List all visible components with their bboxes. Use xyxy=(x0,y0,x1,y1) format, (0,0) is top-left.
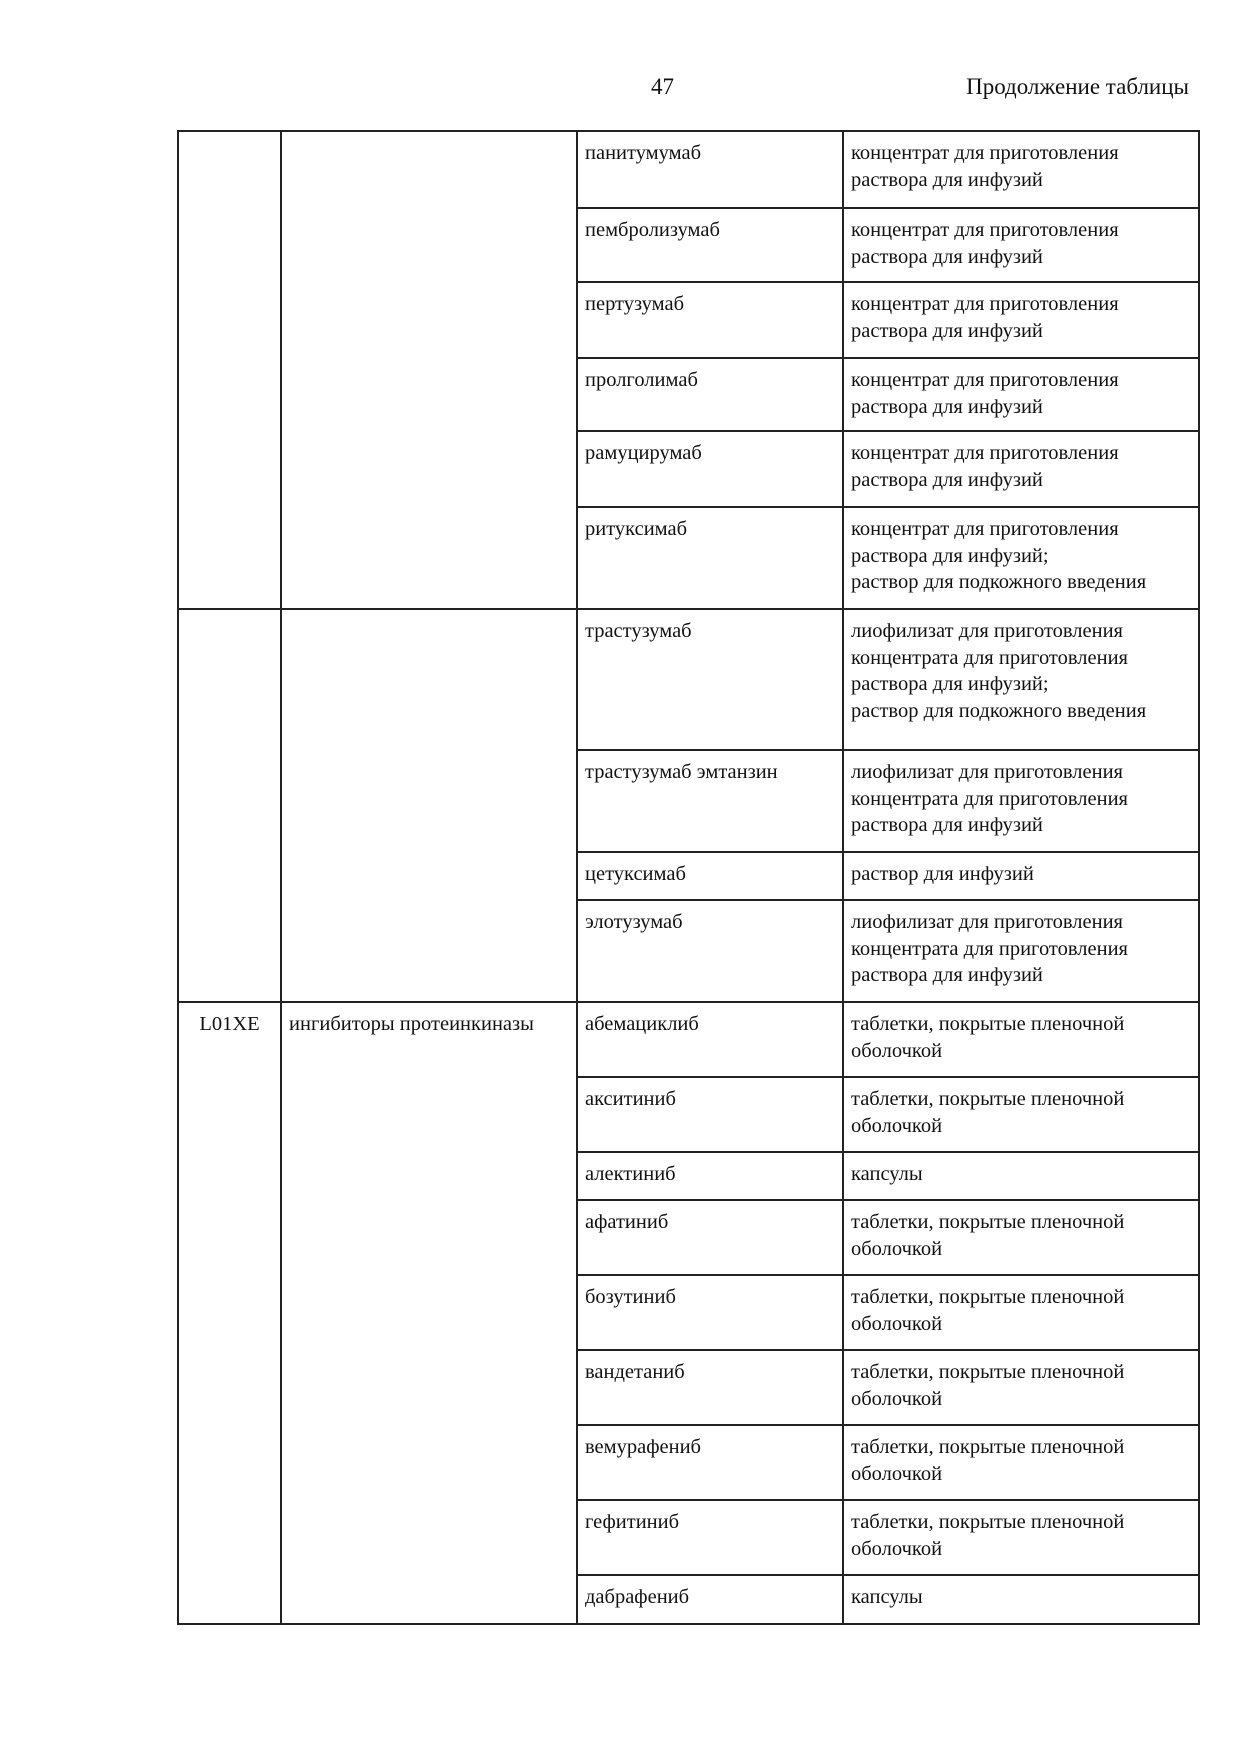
group-name-cell: ингибиторы протеинкиназы xyxy=(281,1002,577,1624)
dosage-form-line: раствор для инфузий xyxy=(851,863,1034,885)
atc-code-cell xyxy=(178,609,281,1002)
dosage-form-cell xyxy=(843,900,1199,1002)
dosage-form-cell xyxy=(843,1425,1199,1500)
dosage-form-line: лиофилизат для приготовления xyxy=(851,761,1123,783)
dosage-form-line: концентрата для приготовления xyxy=(851,646,1128,669)
dosage-form-line: лиофилизат для приготовления xyxy=(851,620,1123,642)
dosage-form-line: концентрата для приготовления xyxy=(851,937,1128,960)
dosage-form-cell xyxy=(843,431,1199,507)
drug-name-cell: пембролизумаб xyxy=(577,208,843,282)
atc-code-cell xyxy=(178,131,281,609)
drug-name-cell: афатиниб xyxy=(577,1200,843,1275)
dosage-form-line: раствора для инфузий xyxy=(851,395,1043,418)
drug-name-cell: элотузумаб xyxy=(577,900,843,1002)
dosage-form-cell xyxy=(843,1275,1199,1350)
dosage-form-line: оболочкой xyxy=(851,1114,943,1137)
dosage-form-line: концентрат для приготовления xyxy=(851,219,1119,241)
dosage-form-line: оболочкой xyxy=(851,1387,943,1410)
atc-code-cell: L01XE xyxy=(178,1002,281,1624)
dosage-form-line: концентрат для приготовления xyxy=(851,369,1119,391)
dosage-form-line: раствора для инфузий xyxy=(851,814,1043,836)
dosage-form-cell xyxy=(843,852,1199,900)
drug-name-cell: трастузумаб xyxy=(577,609,843,750)
dosage-form-line: оболочкой xyxy=(851,1312,943,1335)
dosage-form-line: раствора для инфузий; xyxy=(851,673,1049,695)
group-name-cell xyxy=(281,609,577,1002)
dosage-form-cell xyxy=(843,131,1199,208)
dosage-form-cell xyxy=(843,282,1199,358)
dosage-form-line: раствора для инфузий xyxy=(851,468,1043,491)
dosage-form-line: таблетки, покрытые пленочной xyxy=(851,1211,1125,1233)
drug-name-cell: абемациклиб xyxy=(577,1002,843,1077)
dosage-form-line: раствора для инфузий xyxy=(851,319,1043,342)
drug-name-cell: пролголимаб xyxy=(577,358,843,431)
dosage-form-line: концентрат для приготовления xyxy=(851,518,1119,540)
drug-name-cell: трастузумаб эмтанзин xyxy=(577,750,843,852)
drug-name-cell: вемурафениб xyxy=(577,1425,843,1500)
dosage-form-cell xyxy=(843,507,1199,609)
drug-name-cell: пертузумаб xyxy=(577,282,843,358)
dosage-form-cell xyxy=(843,1350,1199,1425)
dosage-form-line: раствора для инфузий xyxy=(851,964,1043,986)
drug-name-cell: акситиниб xyxy=(577,1077,843,1152)
group-name-cell xyxy=(281,131,577,609)
drug-table xyxy=(177,130,1200,1625)
dosage-form-line: концентрат для приготовления xyxy=(851,293,1119,315)
dosage-form-line: раствор для подкожного введения xyxy=(851,571,1147,593)
dosage-form-line: концентрата для приготовления xyxy=(851,787,1128,810)
dosage-form-line: оболочкой xyxy=(851,1237,943,1260)
dosage-form-cell xyxy=(843,1200,1199,1275)
dosage-form-cell xyxy=(843,1152,1199,1200)
dosage-form-cell xyxy=(843,609,1199,750)
dosage-form-cell xyxy=(843,1500,1199,1575)
drug-name-cell: цетуксимаб xyxy=(577,852,843,900)
dosage-form-line: оболочкой xyxy=(851,1537,943,1560)
dosage-form-cell xyxy=(843,1077,1199,1152)
dosage-form-line: лиофилизат для приготовления xyxy=(851,911,1123,933)
dosage-form-line: таблетки, покрытые пленочной xyxy=(851,1013,1125,1035)
dosage-form-line: таблетки, покрытые пленочной xyxy=(851,1361,1125,1383)
dosage-form-cell xyxy=(843,750,1199,852)
drug-name-cell: вандетаниб xyxy=(577,1350,843,1425)
drug-name-cell: алектиниб xyxy=(577,1152,843,1200)
dosage-form-line: раствора для инфузий xyxy=(851,245,1043,268)
drug-name-cell: дабрафениб xyxy=(577,1575,843,1624)
dosage-form-line: оболочкой xyxy=(851,1039,943,1062)
dosage-form-line: раствора для инфузий; xyxy=(851,544,1049,567)
table-row xyxy=(178,609,1199,750)
dosage-form-cell xyxy=(843,1575,1199,1624)
dosage-form-line: капсулы xyxy=(851,1163,923,1185)
dosage-form-line: оболочкой xyxy=(851,1462,943,1485)
dosage-form-cell xyxy=(843,358,1199,431)
dosage-form-line: таблетки, покрытые пленочной xyxy=(851,1511,1125,1533)
dosage-form-cell xyxy=(843,208,1199,282)
table-row xyxy=(178,1002,1199,1077)
dosage-form-line: таблетки, покрытые пленочной xyxy=(851,1436,1125,1458)
drug-name-cell: бозутиниб xyxy=(577,1275,843,1350)
table-row xyxy=(178,131,1199,208)
drug-name-cell: панитумумаб xyxy=(577,131,843,208)
table-continuation-label: Продолжение таблицы xyxy=(966,74,1189,99)
page-number: 47 xyxy=(651,74,674,99)
dosage-form-line: раствора для инфузий xyxy=(851,168,1043,191)
drug-name-cell: ритуксимаб xyxy=(577,507,843,609)
drug-name-cell: гефитиниб xyxy=(577,1500,843,1575)
dosage-form-line: концентрат для приготовления xyxy=(851,442,1119,464)
dosage-form-line: капсулы xyxy=(851,1586,923,1608)
dosage-form-line: концентрат для приготовления xyxy=(851,142,1119,164)
dosage-form-line: таблетки, покрытые пленочной xyxy=(851,1286,1125,1308)
drug-name-cell: рамуцирумаб xyxy=(577,431,843,507)
dosage-form-line: раствор для подкожного введения xyxy=(851,699,1147,722)
dosage-form-line: таблетки, покрытые пленочной xyxy=(851,1088,1125,1110)
dosage-form-cell xyxy=(843,1002,1199,1077)
